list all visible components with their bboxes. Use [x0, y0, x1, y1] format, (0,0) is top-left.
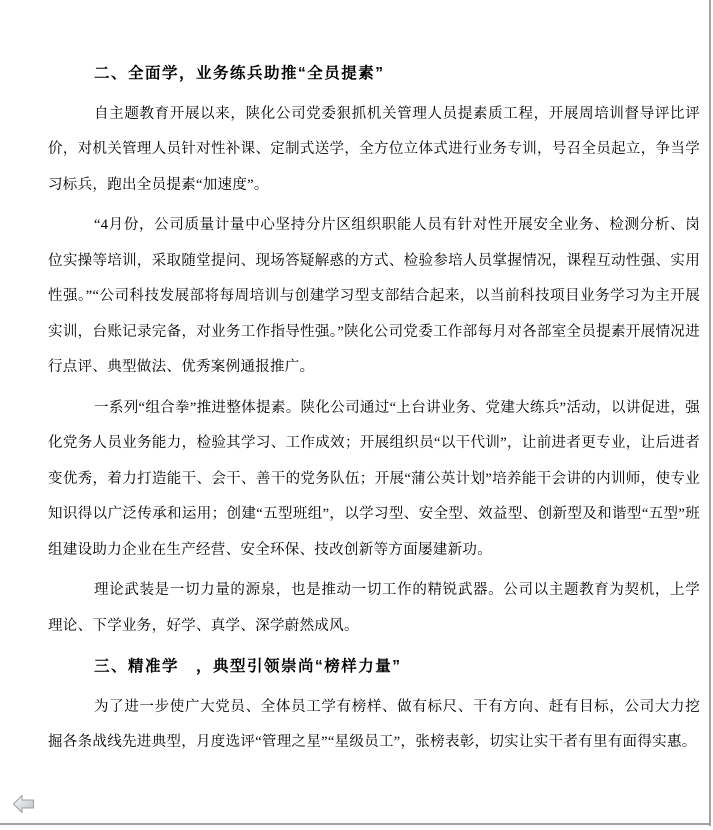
document-heading: 三、精准学 ，典型引领崇尚“榜样力量”: [94, 658, 402, 675]
document-body: [48, 56, 700, 766]
document-paragraph: 自主题教育开展以来，陕化公司党委狠抓机关管理人员提素质工程，开展周培训督导评比评价，对机关管理人员针对性补课、定制式送学，全方位立体式进行业务专训，号召全员起立，争当学习标兵，跑出全员提素“加速度”。: [48, 105, 700, 193]
page-right-border: [709, 0, 711, 826]
document-paragraph: 一系列“组合拳”推进整体提素。陕化公司通过“上台讲业务、党建大练兵”活动，以讲促进，强化党务人员业务能力，检验其学习、工作成效；开展组织员“以干代训”，让前进者更专业，让后进者变优秀，着力打造能干、会干、善干的党务队伍；开展“蒲公英计划”培养能干会讲的内训师，使专业知识得以广泛传承和运用；创建“五型班组”，以学习型、安全型、效益型、创新型及和谐型“五型”班组建设助力企业在生产经营、安全环保、技改创新等方面屡建新功。: [48, 399, 700, 558]
back-button[interactable]: [13, 795, 34, 813]
document-paragraph: 为了进一步使广大党员、全体员工学有榜样、做有标尺、干有方向、赶有目标，公司大力挖掘各条战线先进典型，月度选评“管理之星”“星级员工”，张榜表彰，切实让实干者有里有面得实惠。: [48, 698, 700, 750]
back-arrow-icon: [13, 795, 34, 813]
page-bottom-border: [0, 823, 711, 825]
document-paragraph: 理论武装是一切力量的源泉，也是推动一切工作的精锐武器。公司以主题教育为契机，上学理论、下学业务，好学、真学、深学蔚然成风。: [48, 582, 700, 634]
document-heading: 二、全面学，业务练兵助推“全员提素”: [94, 65, 385, 82]
document-paragraph: “4月份，公司质量计量中心坚持分片区组织职能人员有针对性开展安全业务、检测分析、岗位实操等培训，采取随堂提问、现场答疑解惑的方式、检验参培人员掌握情况，课程互动性强、实用性强。”“公司科技发展部将每周培训与创建学习型支部结合起来，以当前科技项目业务学习为主开展实训，台账记录完备，对业务工作指导性强。”陕化公司党委工作部每月对各部室全员提素开展情况进行点评、典型做法、优秀案例通报推广。: [48, 217, 700, 375]
